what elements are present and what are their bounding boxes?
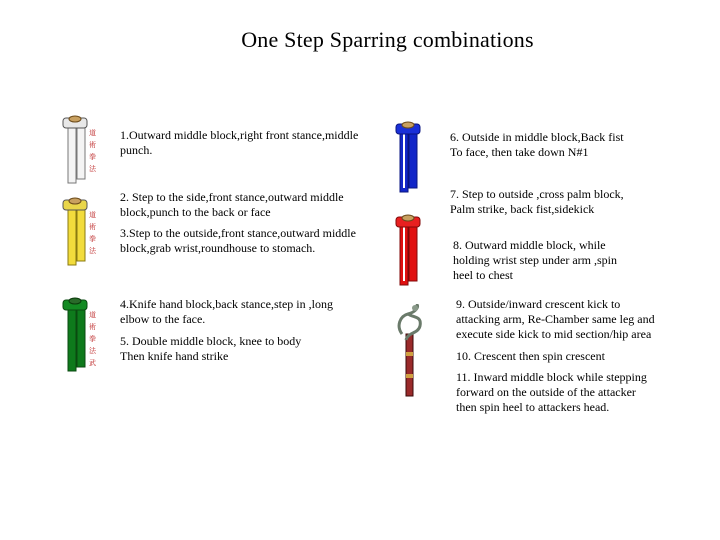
combo-item-3 — [120, 226, 356, 256]
combo-line: block,grab wrist,roundhouse to stomach. — [120, 241, 316, 255]
svg-text:武: 武 — [89, 359, 96, 367]
svg-text:法: 法 — [89, 347, 96, 355]
combo-item-5 — [120, 334, 301, 364]
combo-line: 8. Outward middle block, while — [453, 238, 606, 252]
combo-line: 3.Step to the outside,front stance,outward middle — [120, 226, 356, 240]
combo-line: attacking arm, Re-Chamber same leg and — [456, 312, 655, 326]
combo-item-8 — [453, 238, 617, 283]
combo-item-4 — [120, 297, 333, 327]
combo-item-1 — [120, 128, 358, 158]
blue-belt-icon — [392, 120, 426, 196]
combo-line: forward on the outside of the attacker — [456, 385, 636, 399]
svg-text:拳: 拳 — [89, 235, 96, 243]
combo-line: Palm strike, back fist,sidekick — [450, 202, 595, 216]
combo-line: Then knife hand strike — [120, 349, 229, 363]
combo-line: 7. Step to outside ,cross palm block, — [450, 187, 624, 201]
svg-text:道: 道 — [89, 311, 96, 319]
svg-text:道: 道 — [89, 211, 96, 219]
combo-line: 10. Crescent then spin crescent — [456, 349, 605, 363]
combo-line: holding wrist step under arm ,spin — [453, 253, 617, 267]
green-belt-icon — [58, 295, 102, 375]
combo-item-9 — [456, 297, 655, 342]
yellow-belt-icon — [58, 195, 102, 269]
combo-line: execute side kick to mid section/hip area — [456, 327, 652, 341]
combo-item-11 — [456, 370, 647, 415]
combo-line: 1.Outward middle block,right front stance,middle — [120, 128, 359, 142]
combo-line: 4.Knife hand block,back stance,step in ,long — [120, 297, 333, 311]
combo-line: 5. Double middle block, knee to body — [120, 334, 302, 348]
page-title: One Step Sparring combinations — [241, 27, 534, 52]
combo-line: block,punch to the back or face — [120, 205, 271, 219]
combo-line: then spin heel to attackers head. — [456, 400, 610, 414]
svg-text:術: 術 — [89, 141, 96, 149]
combo-line: punch. — [120, 143, 153, 157]
combo-line: 11. Inward middle block while stepping — [456, 370, 647, 384]
combo-line: To face, then take down N#1 — [450, 145, 589, 159]
svg-text:法: 法 — [89, 165, 96, 173]
svg-text:術: 術 — [89, 223, 96, 231]
combo-line: 9. Outside/inward crescent kick to — [456, 297, 621, 311]
svg-text:法: 法 — [89, 247, 96, 255]
combo-line: elbow to the face. — [120, 312, 206, 326]
combo-line: heel to chest — [453, 268, 513, 282]
combo-item-10 — [456, 349, 605, 364]
combo-item-7 — [450, 187, 624, 217]
svg-text:術: 術 — [89, 323, 96, 331]
svg-text:拳: 拳 — [89, 153, 96, 161]
red-belt-icon — [392, 213, 426, 289]
combo-line: 2. Step to the side,front stance,outward middle — [120, 190, 344, 204]
combo-item-6 — [450, 130, 624, 160]
svg-text:道: 道 — [89, 129, 96, 137]
white-belt-icon — [58, 113, 102, 187]
combo-item-2 — [120, 190, 344, 220]
combo-line: 6. Outside in middle block,Back fist — [450, 130, 624, 144]
black-belt-dragon-icon — [394, 304, 428, 400]
svg-text:拳: 拳 — [89, 335, 96, 343]
